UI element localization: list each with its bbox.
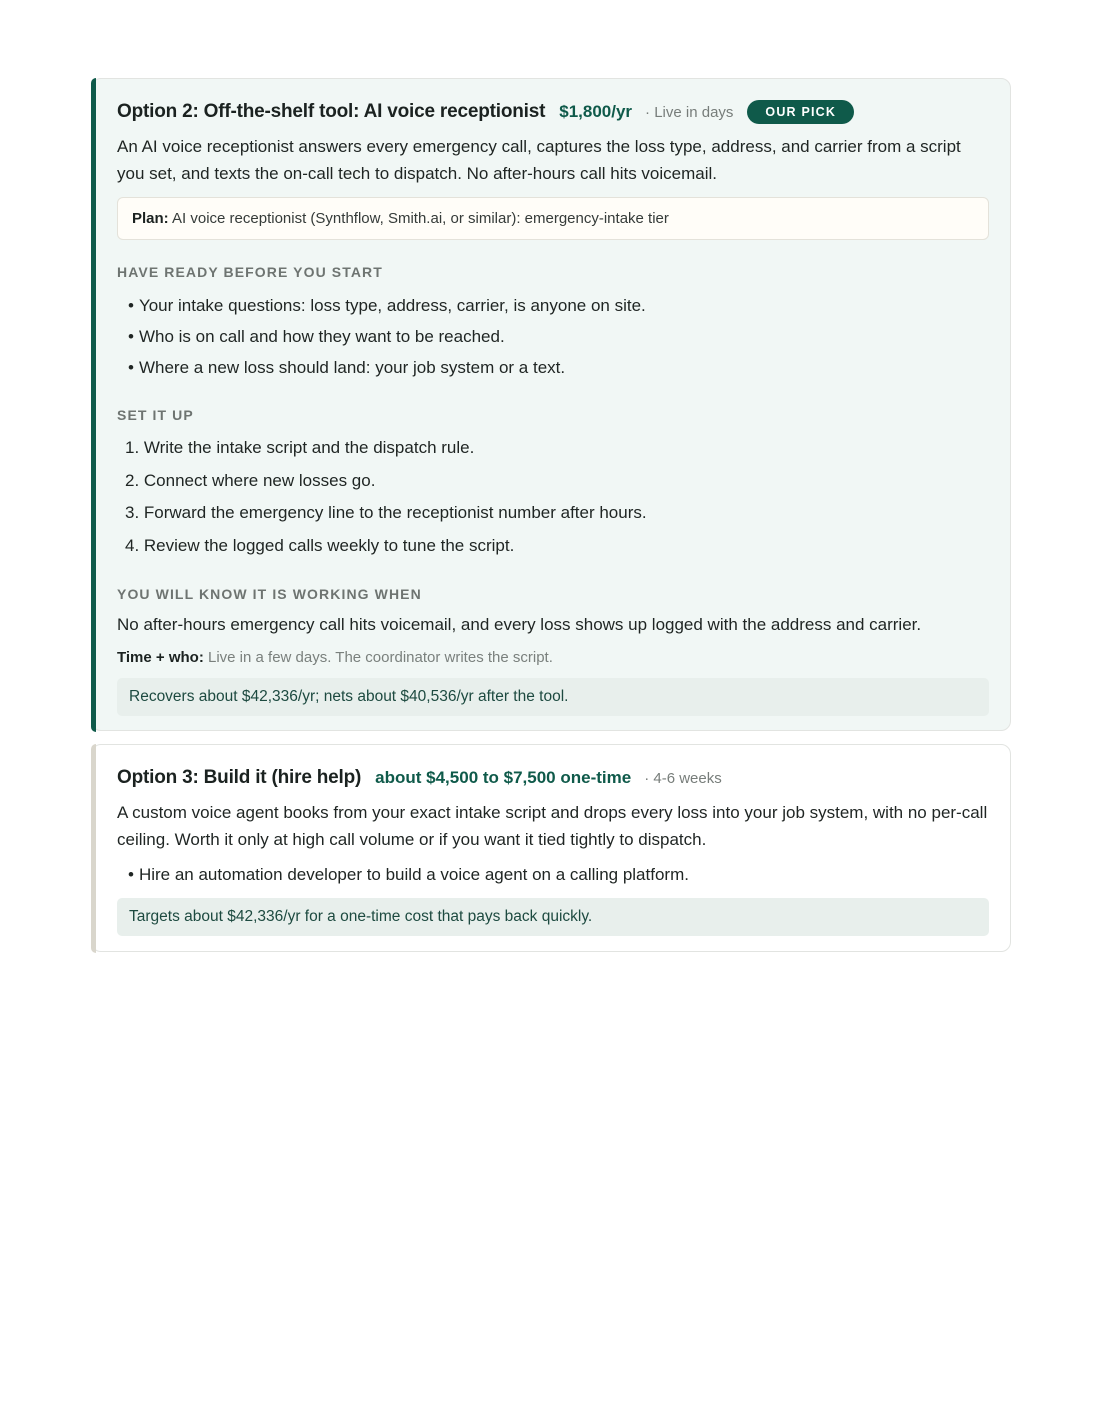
option-card-build-it (91, 744, 1011, 952)
setup-steps-list (117, 432, 989, 562)
our-pick-badge: OUR PICK (747, 100, 854, 124)
option-description: An AI voice receptionist answers every emergency call, captures the loss type, address, and carrier from a script you set, and texts the on-call tech to dispatch. No after-hours call hits voicemail. (117, 137, 961, 183)
working-heading: YOU WILL KNOW IT IS WORKING WHEN (117, 586, 422, 602)
plan-label: Plan: (132, 210, 169, 227)
setup-heading: SET IT UP (117, 407, 194, 423)
option-price: $1,800/yr (559, 102, 633, 121)
have-ready-heading: HAVE READY BEFORE YOU START (117, 264, 383, 280)
option-timeline: · 4-6 weeks (644, 769, 722, 787)
time-who-label: Time + who: (117, 649, 204, 666)
option-header (117, 765, 989, 791)
setup-step: 4. Review the logged calls weekly to tune the script. (125, 535, 515, 555)
option-title: Option 2: Off-the-shelf tool: AI voice receptionist (117, 101, 546, 122)
option-title: Option 3: Build it (hire help) (117, 767, 362, 788)
option-price: about $4,500 to $7,500 one-time (375, 768, 632, 787)
list-item: • Where a new loss should land: your job system or a text. (128, 352, 989, 383)
setup-step: 3. Forward the emergency line to the receptionist number after hours. (125, 503, 647, 522)
list-item: • Hire an automation developer to build a voice agent on a calling platform. (128, 859, 989, 890)
outcome-box: Recovers about $42,336/yr; nets about $40,536/yr after the tool. (117, 678, 989, 716)
option-timeline: · Live in days (645, 103, 734, 121)
setup-step: 1. Write the intake script and the dispatch rule. (125, 438, 475, 457)
option-bullets (117, 859, 989, 890)
time-who-text: Live in a few days. The coordinator writes the script. (208, 649, 553, 666)
plan-box (117, 197, 989, 240)
working-text: No after-hours emergency call hits voicemail, and every loss shows up logged with the address and carrier. (117, 615, 922, 634)
setup-step: 2. Connect where new losses go. (125, 470, 376, 490)
option-description: A custom voice agent books from your exact intake script and drops every loss into your job system, with no per-call ceiling. Worth it only at high call volume or if you want it tied tightly to dispatch. (117, 803, 988, 849)
list-item: • Who is on call and how they want to be reached. (128, 321, 989, 352)
option-header (117, 99, 989, 125)
plan-text: AI voice receptionist (Synthflow, Smith.ai, or similar): emergency-intake tier (172, 210, 669, 227)
option-card-ai-receptionist (91, 78, 1011, 731)
have-ready-list (117, 290, 989, 383)
outcome-box: Targets about $42,336/yr for a one-time cost that pays back quickly. (117, 898, 989, 936)
list-item: • Your intake questions: loss type, address, carrier, is anyone on site. (128, 290, 989, 321)
time-who (117, 648, 989, 668)
